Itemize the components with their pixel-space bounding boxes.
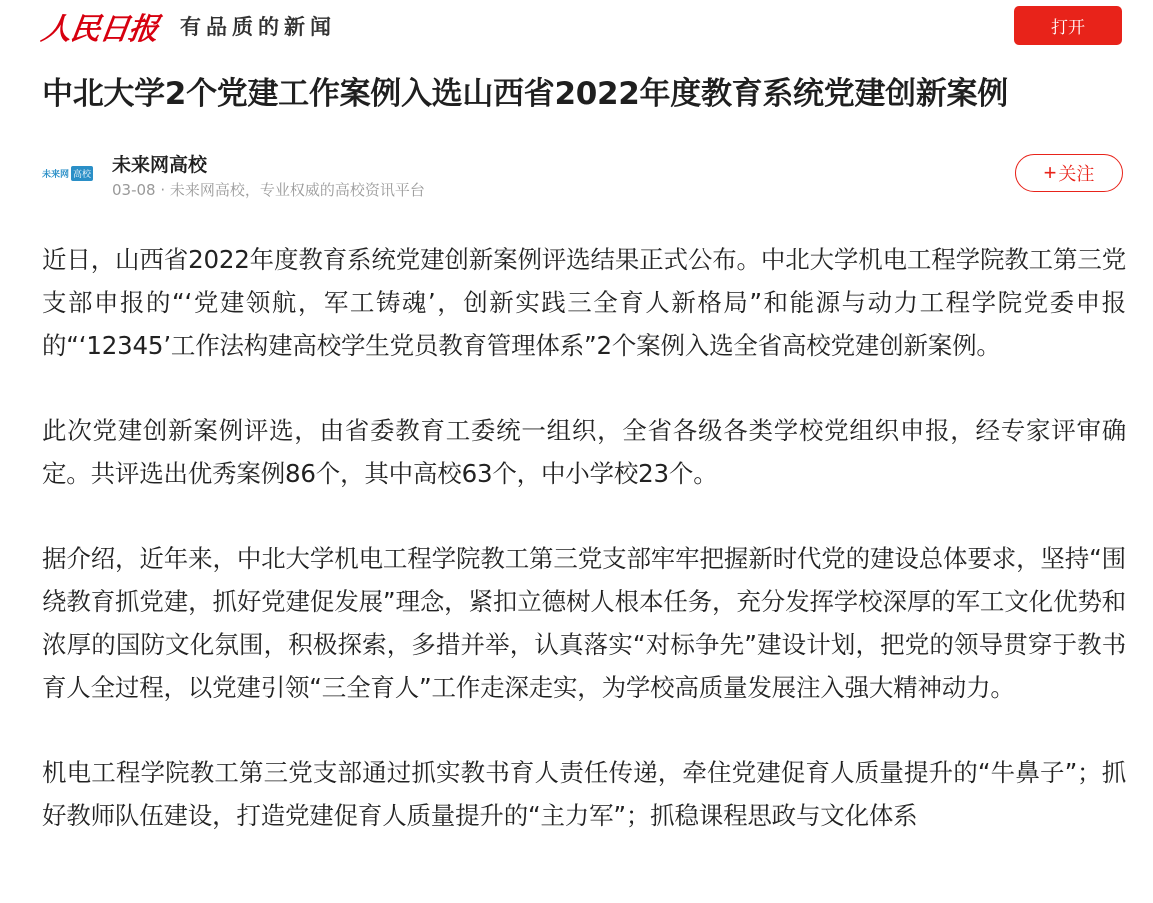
avatar-text-2: 高校	[71, 166, 93, 181]
follow-label: 关注	[1058, 164, 1095, 184]
open-app-button[interactable]: 打开	[1014, 6, 1122, 45]
follow-button[interactable]	[1015, 154, 1123, 192]
author-name[interactable]: 未来网高校	[112, 154, 208, 176]
paragraph-1: 近日，山西省2022年度教育系统党建创新案例评选结果正式公布。中北大学机电工程学院教工第三党支部申报的“‘党建领航，军工铸魂’，创新实践三全育人新格局”和能源与动力工程学院党委申报的“‘12345’工作法构建高校学生党员教育管理体系”2个案例入选全省高校党建创新案例。	[42, 245, 1126, 360]
author-avatar[interactable]	[42, 162, 98, 184]
paragraph-3: 据介绍，近年来，中北大学机电工程学院教工第三党支部牢牢把握新时代党的建设总体要求，坚持“围绕教育抓党建，抓好党建促发展”理念，紧扣立德树人根本任务，充分发挥学校深厚的军工文化优势和浓厚的国防文化氛围，积极探索，多措并举，认真落实“对标争先”建设计划，把党的领导贯穿于教书育人全过程，以党建引领“三全育人”工作走深走实，为学校高质量发展注入强大精神动力。	[42, 544, 1126, 702]
plus-icon: +	[1043, 160, 1057, 185]
people-daily-logo[interactable]	[39, 4, 336, 48]
article-title: 中北大学2个党建工作案例入选山西省2022年度教育系统党建创新案例	[42, 76, 1008, 112]
slogan: 有品质的新闻	[180, 15, 336, 39]
article-body	[42, 238, 1126, 879]
top-bar	[0, 0, 1153, 56]
logo-wordmark: 人民日报	[39, 12, 160, 47]
author-bar	[42, 146, 1132, 206]
author-meta: 03-08 · 未来网高校，专业权威的高校资讯平台	[112, 181, 425, 199]
paragraph-4: 机电工程学院教工第三党支部通过抓实教书育人责任传递，牵住党建促育人质量提升的“牛鼻子”；抓好教师队伍建设，打造党建促育人质量提升的“主力军”；抓稳课程思政与文化体系	[42, 758, 1126, 830]
paragraph-2: 此次党建创新案例评选，由省委教育工委统一组织，全省各级各类学校党组织申报，经专家评审确定。共评选出优秀案例86个，其中高校63个，中小学校23个。	[42, 416, 1126, 488]
avatar-text-1: 未来网	[42, 169, 70, 180]
